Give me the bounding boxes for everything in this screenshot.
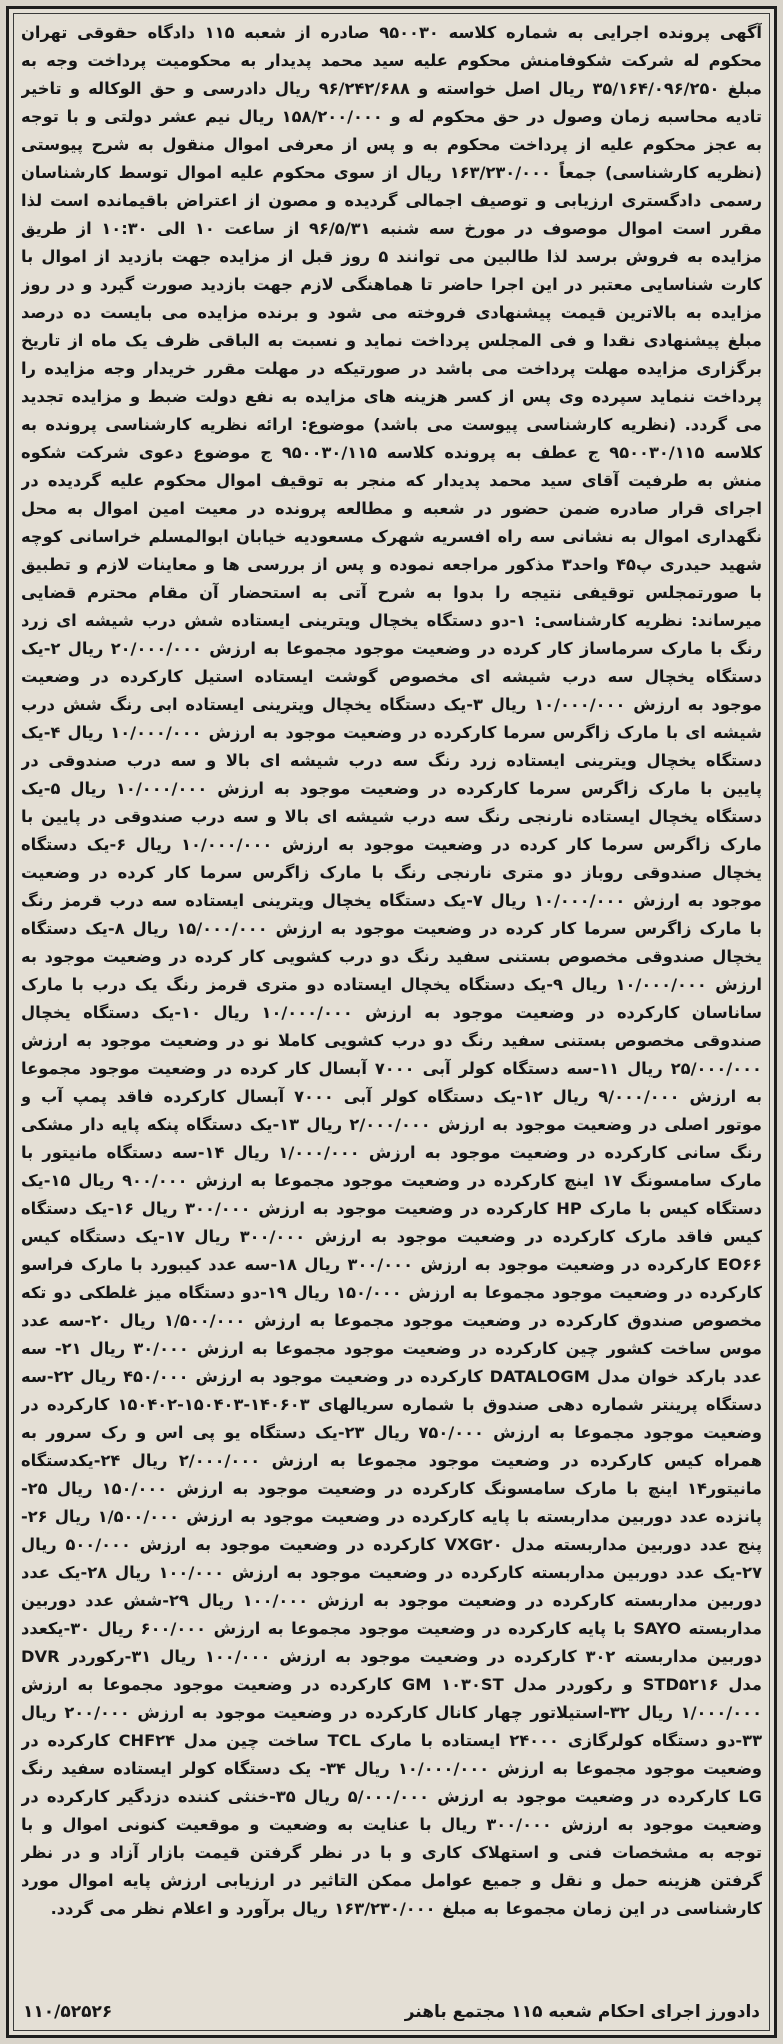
- issuer-signature: دادورز اجرای احکام شعبه ۱۱۵ مجتمع باهنر: [404, 2002, 760, 2022]
- notice-code: ۱۱۰/۵۲۵۲۶: [23, 2002, 113, 2022]
- notice-body-text: آگهی پرونده اجرایی به شماره کلاسه ۹۵۰۰۳۰ صادره از شعبه ۱۱۵ دادگاه حقوقی تهران محکوم له شرکت شکوفامنش محکوم علیه سید محمد پدیدار به محکومیت پرداخت وجه به مبلغ ۳۵/۱۶۴/۰۹۶/۲۵۰ ریال اصل خواسته و ۹۶/۲۴۲/۶۸۸ ریال دادرسی و حق الوکاله و تاخیر تادیه محاسبه زمان وصول در حق محکوم له و ۱۵۸/۲۰۰/۰۰۰ ریال نیم عشر دولتی و با توجه به عجز محکوم علیه از پرداخت محکوم به و پس از معرفی اموال منقول به شرح پیوستی (نظریه کارشناسی) جمعاً ۱۶۳/۲۳۰/۰۰۰ ریال از سوی محکوم علیه اموال توسط کارشناسان رسمی دادگستری ارزیابی و توصیف اجمالی گردیده و مصون از اعتراض باقیمانده است لذا مقرر است اموال موصوف در مورخ سه شنبه ۹۶/۵/۳۱ از ساعت ۱۰ الی ۱۰:۳۰ از طریق مزایده به فروش برسد لذا طالبین می توانند ۵ روز قبل از مزایده جهت بازدید از اموال با کارت شناسایی معتبر در این اجرا حاضر تا هماهنگی لازم جهت بازدید صورت گیرد و در روز مزایده به بالاترین قیمت پیشنهادی فروخته می شود و برنده مزایده می بایست ده درصد مبلغ پیشنهادی نقدا و فی المجلس پرداخت نماید و نسبت به الباقی ظرف یک ماه از تاریخ برگزاری مزایده مهلت پرداخت می باشد در صورتیکه در مهلت مقرر خریدار وجه مزایده را پرداخت ننماید سپرده وی پس از کسر هزینه های مزایده به نفع دولت ضبط و مزایده تجدید می گردد. (نظریه کارشناسی پیوست می باشد) موضوع: ارائه نظریه کارشناسی پرونده به کلاسه ۹۵۰۰۳۰/۱۱۵ ج عطف به پرونده کلاسه ۹۵۰۰۳۰/۱۱۵ ج موضوع دعوی شرکت شکوه منش به طرفیت آقای سید محمد پدیدار که منجر به توقیف اموال محکوم علیه گردیده در اجرای قرار صادره ضمن حضور در شعبه و مطالعه پرونده در معیت امین اموال به محل نگهداری اموال به نشانی سه راه افسریه شهرک مسعودیه خیابان ابوالمسلم خراسانی کوچه شهید حیدری پ۴۵ واحد۳ مذکور مراجعه نموده و پس از بررسی ها و معاینات لازم و تطبیق با صورتمجلس توقیفی نتیجه را بدوا به شرح آتی به استحضار آن مقام محترم قضایی میرساند: نظریه کارشناسی: ۱-دو دستگاه یخچال ویترینی ایستاده شش درب شیشه ای زرد رنگ با مارک سرماساز کار کرده در وضعیت موجود مجموعا به ارزش ۲۰/۰۰۰/۰۰۰ ریال ۲-یک دستگاه یخچال سه درب شیشه ای مخصوص گوشت ایستاده استیل کارکرده در وضعیت موجود به ارزش ۱۰/۰۰۰/۰۰۰ ریال ۳-یک دستگاه یخچال ویترینی ایستاده ابی رنگ شش درب شیشه ای با مارک زاگرس سرما کارکرده در وضعیت موجود به ارزش ۱۰/۰۰۰/۰۰۰ ریال ۴-یک دستگاه یخچال ویترینی ایستاده زرد رنگ سه درب شیشه ای بالا و سه درب صندوقی در پایین با مارک زاگرس سرما کارکرده در وضعیت موجود به ارزش ۱۰/۰۰۰/۰۰۰ ریال ۵-یک دستگاه یخچال ایستاده نارنجی رنگ سه درب شیشه ای بالا و سه درب صندوقی در پایین با مارک زاگرس سرما کار کرده در وضعیت موجود به ارزش ۱۰/۰۰۰/۰۰۰ ریال ۶-یک دستگاه یخچال صندوقی روباز دو متری نارنجی رنگ با مارک زاگرس سرما کار کرده در وضعیت موجود به ارزش ۱۰/۰۰۰/۰۰۰ ریال ۷-یک دستگاه یخچال ویترینی ایستاده سه درب قرمز رنگ با مارک زاگرس سرما کار کرده در وضعیت موجود به ارزش ۱۵/۰۰۰/۰۰۰ ریال ۸-یک دستگاه یخچال صندوقی مخصوص بستنی سفید رنگ دو درب کشویی کار کرده در وضعیت موجود به ارزش ۱۰/۰۰۰/۰۰۰ ریال ۹-یک دستگاه یخچال ایستاده دو متری قرمز رنگ یک درب با مارک ساناسان کارکرده در وضعیت موجود به ارزش ۱۰/۰۰۰/۰۰۰ ریال ۱۰-یک دستگاه یخچال صندوقی مخصوص بستنی سفید رنگ دو درب کشویی کاملا نو در وضعیت موجود به ارزش ۲۵/۰۰۰/۰۰۰ ریال ۱۱-سه دستگاه کولر آبی ۷۰۰۰ آبسال کار کرده در وضعیت موجود مجموعا به ارزش ۹/۰۰۰/۰۰۰ ریال ۱۲-یک دستگاه کولر آبی ۷۰۰۰ آبسال کارکرده فاقد پمپ آب و موتور اصلی در وضعیت موجود به ارزش ۲/۰۰۰/۰۰۰ ریال ۱۳-یک دستگاه پنکه پایه دار مشکی رنگ سانی کارکرده در وضعیت موجود به ارزش ۱/۰۰۰/۰۰۰ ریال ۱۴-سه دستگاه مانیتور با مارک سامسونگ ۱۷ اینچ کارکرده در وضعیت موجود مجموعا به ارزش ۹۰۰/۰۰۰ ریال ۱۵-یک دستگاه کیس با مارک HP کارکرده در وضعیت موجود به ارزش ۳۰۰/۰۰۰ ریال ۱۶-یک دستگاه کیس فاقد مارک کارکرده در وضعیت موجود به ارزش ۳۰۰/۰۰۰ ریال ۱۷-یک دستگاه کیس EO۶۶ کارکرده در وضعیت موجود به ارزش ۳۰۰/۰۰۰ ریال ۱۸-سه عدد کیبورد با مارک فراسو کارکرده در وضعیت موجود مجموعا به ارزش ۱۵۰/۰۰۰ ریال ۱۹-دو دستگاه میز غلطکی دو تکه مخصوص صندوق کارکرده در وضعیت موجود مجموعا به ارزش ۱/۵۰۰/۰۰۰ ریال ۲۰-سه عدد موس ساخت کشور چین کارکرده در وضعیت موجود مجموعا به ارزش ۳۰/۰۰۰ ریال ۲۱- سه عدد بارکد خوان مدل DATALOGM کارکرده در وضعیت موجود به ارزش ۴۵۰/۰۰۰ ریال ۲۲-سه دستگاه پرینتر شماره دهی صندوق با شماره سریالهای ۱۴۰۶۰۳-۱۵۰۴۰۳-۱۵۰۴۰۲ کارکرده در وضعیت موجود مجموعا به ارزش ۷۵۰/۰۰۰ ریال ۲۳-یک دستگاه یو پی اس و رک سرور به همراه کیس کارکرده در وضعیت موجود مجموعا به ارزش ۲/۰۰۰/۰۰۰ ریال ۲۴-یکدستگاه مانیتور۱۴ اینچ با مارک سامسونگ کارکرده در وضعیت موجود به ارزش ۱۵۰/۰۰۰ ریال ۲۵-پانزده عدد دوربین مداربسته با پایه کارکرده در وضعیت موجود به ارزش ۱/۵۰۰/۰۰۰ ریال ۲۶-پنج عدد دوربین مداربسته مدل VXG۲۰ کارکرده در وضعیت موجود به ارزش ۵۰۰/۰۰۰ ریال ۲۷-یک عدد دوربین مداربسته کارکرده در وضعیت موجود به ارزش ۱۰۰/۰۰۰ ریال ۲۸-یک عدد دوربین مداربسته کارکرده در وضعیت موجود به ارزش ۱۰۰/۰۰۰ ریال ۲۹-شش عدد دوربین مداربسته SAYO با پایه کارکرده در وضعیت موجود مجموعا به ارزش ۶۰۰/۰۰۰ ریال ۳۰-یکعدد دوربین مداربسته ۳۰۲ کارکرده در وضعیت موجود به ارزش ۱۰۰/۰۰۰ ریال ۳۱-رکوردر DVR مدل STD۵۲۱۶ و رکوردر مدل GM ۱۰۳۰ST کارکرده در وضعیت موجود مجموعا به ارزش ۱/۰۰۰/۰۰۰ ریال ۳۲-استیلاتور چهار کانال کارکرده در وضعیت موجود به ارزش ۲۰۰/۰۰۰ ریال ۳۳-دو دستگاه کولرگازی ۲۴۰۰۰ ایستاده با مارک TCL ساخت چین مدل CHF۲۴ کارکرده در وضعیت موجود مجموعا به ارزش ۱۰/۰۰۰/۰۰۰ ریال ۳۴- یک دستگاه کولر ایستاده سفید رنگ LG کارکرده در وضعیت موجود به ارزش ۵/۰۰۰/۰۰۰ ریال ۳۵-خنثی کننده دزدگیر کارکرده در وضعیت موجود به ارزش ۳۰۰/۰۰۰ ریال با عنایت به وضعیت و موقعیت کنونی اموال و با توجه به مشخصات فنی و استهلاک کاری و با در نظر گرفتن قیمت بازار آزاد و در نظر گرفتن هزینه حمل و نقل و جمیع عوامل ممکن التاثیر در ارزیابی ارزش پایه اموال مورد کارشناسی در این زمان مجموعا به مبلغ ۱۶۳/۲۳۰/۰۰۰ ریال برآورد و اعلام نظر می گردد.: [21, 23, 762, 1918]
- court-notice: [6, 6, 777, 2038]
- notice-footer: [23, 1995, 760, 2029]
